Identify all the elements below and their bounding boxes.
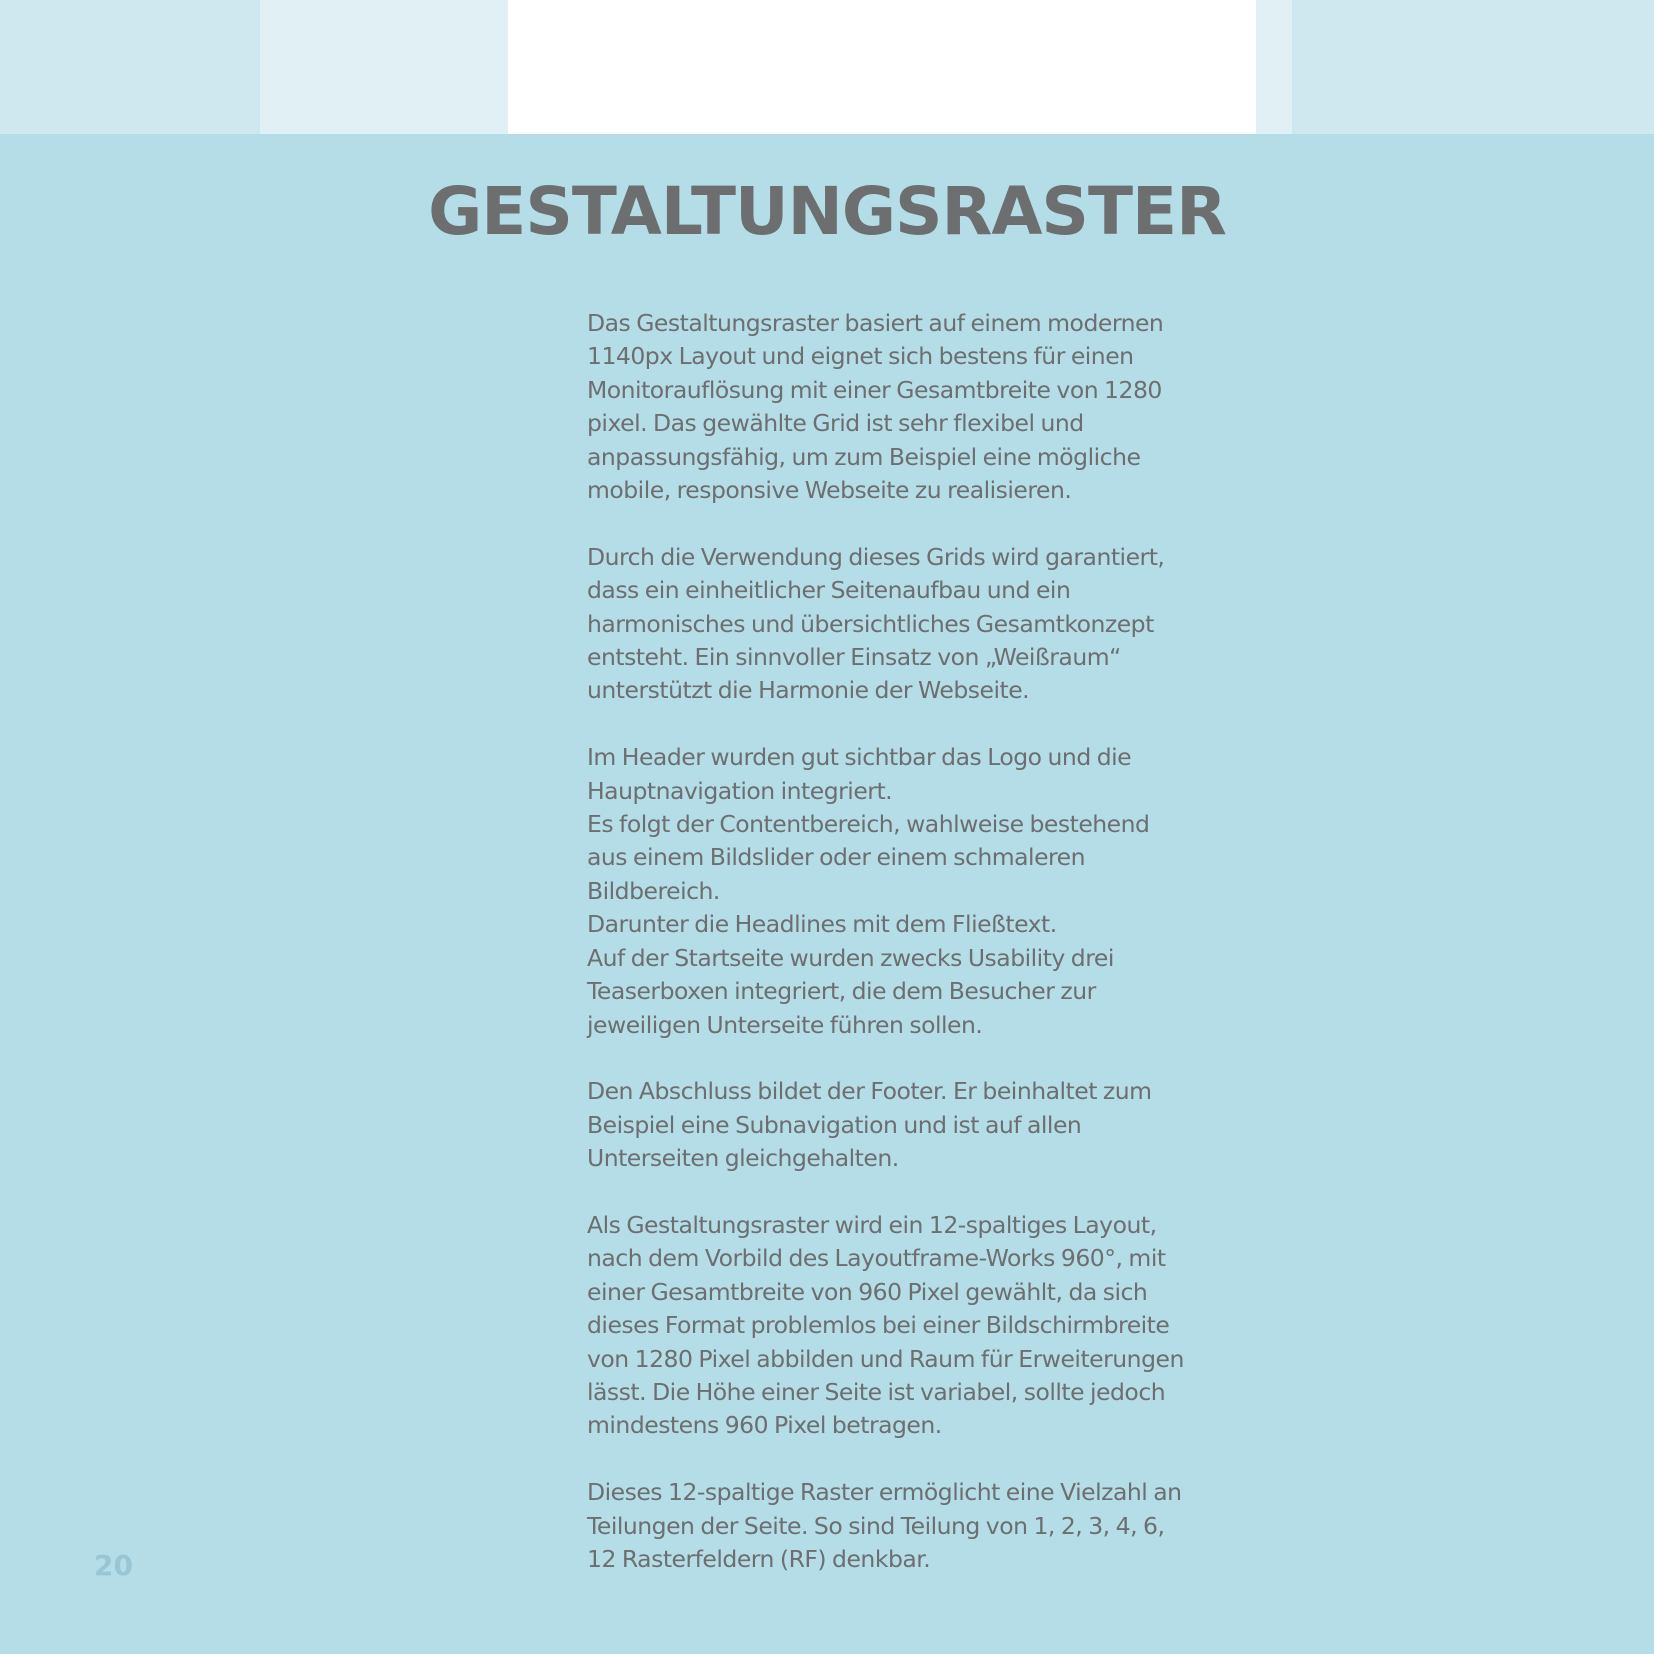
paragraph-grid-benefits: Durch die Verwendung dieses Grids wird garantiert, dass ein einheitlicher Seitenaufbau und ein harmonisches und übersichtliches Gesamtkonzept entsteht. Ein sinnvoller Einsatz von „Weißraum“ unterstützt die Harmonie der Webseite. bbox=[587, 542, 1165, 705]
paragraph-teaserboxes: Auf der Startseite wurden zwecks Usability drei Teaserboxen integriert, die dem Besucher zur jeweiligen Unterseite führen sollen. bbox=[587, 943, 1114, 1039]
paragraph-content-area: Es folgt der Contentbereich, wahlweise bestehend aus einem Bildslider oder einem schmaleren Bildbereich. bbox=[587, 810, 1150, 905]
page-title: GESTALTUNGSRASTER bbox=[428, 173, 1226, 250]
paragraph-grid-basis: Das Gestaltungsraster basiert auf einem modernen 1140px Layout und eignet sich bestens für einen Monitorauflösung mit einer Gesamtbreite von 1280 pixel. Das gewählte Grid ist sehr flexibel und anpassungsfähig, um zum Beispiel eine mögliche mobile, responsive Webseite zu realisieren. bbox=[587, 309, 1164, 505]
page-number: 20 bbox=[94, 1549, 133, 1582]
band-segment-center bbox=[508, 0, 1256, 134]
band-segment-inner-right bbox=[1256, 0, 1292, 134]
body-text bbox=[587, 307, 1193, 1576]
paragraph-footer: Den Abschluss bildet der Footer. Er beinhaltet zum Beispiel eine Subnavigation und ist auf allen Unterseiten gleichgehalten. bbox=[587, 1077, 1152, 1173]
paragraph-grid-layout: Als Gestaltungsraster wird ein 12-spaltiges Layout, nach dem Vorbild des Layoutframe-Works 960°, mit einer Gesamtbreite von 960 Pixel gewählt, da sich dieses Format problemlos bei einer Bildschirmbreite von 1280 Pixel abbilden und Raum für Erweiterungen lässt. Die Höhe einer Seite ist variabel, sollte jedoch mindestens 960 Pixel betragen. bbox=[587, 1210, 1184, 1440]
band-segment-outer-left bbox=[0, 0, 260, 134]
paragraph-headlines: Darunter die Headlines mit dem Fließtext. bbox=[587, 910, 1057, 939]
paragraph-header: Im Header wurden gut sichtbar das Logo und die Hauptnavigation integriert. bbox=[587, 743, 1132, 805]
paragraph-grid-divisions: Dieses 12-spaltige Raster ermöglicht eine Vielzahl an Teilungen der Seite. So sind Teilung von 1, 2, 3, 4, 6, 12 Rasterfeldern (RF) denkbar. bbox=[587, 1478, 1182, 1573]
band-segment-inner-left bbox=[260, 0, 508, 134]
band-segment-outer-right bbox=[1292, 0, 1654, 134]
top-color-band bbox=[0, 0, 1654, 134]
